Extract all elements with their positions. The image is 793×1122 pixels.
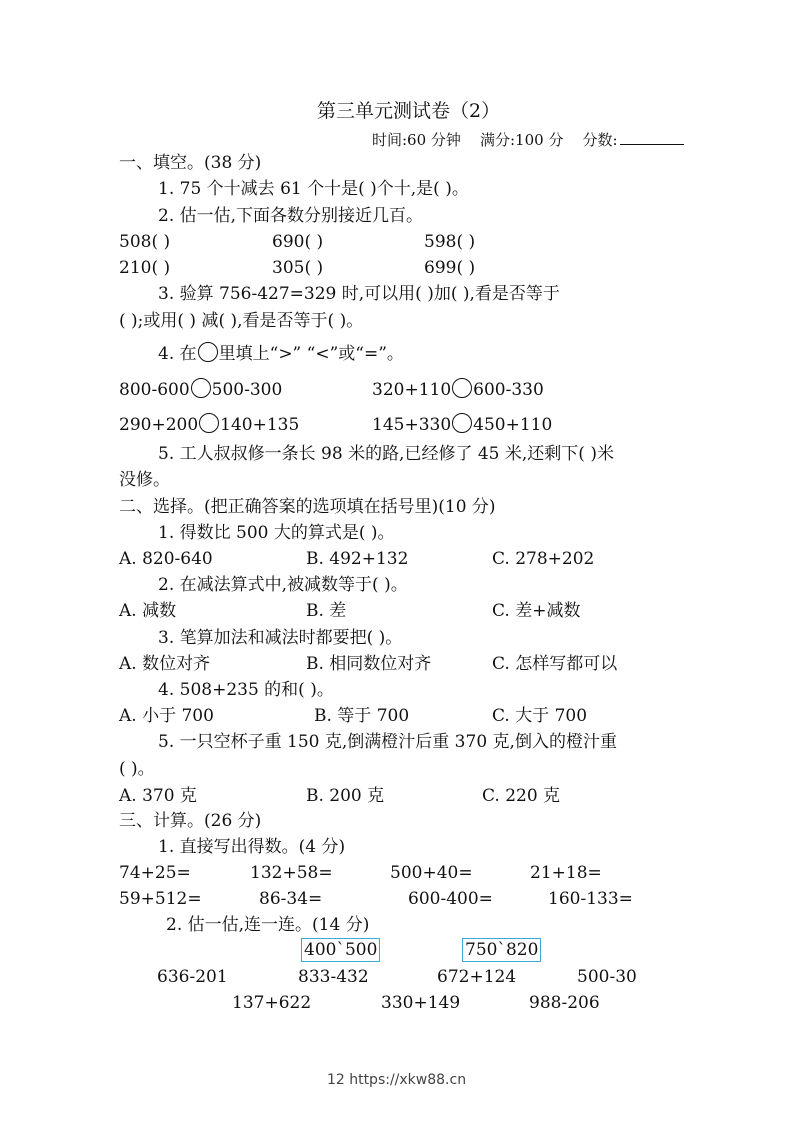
- page-title: 第三单元测试卷（2）: [317, 100, 501, 122]
- compare-left: 800-600: [119, 380, 190, 400]
- s2-question: 2. 在减法算式中,被减数等于( )。: [158, 575, 408, 595]
- calc-item: 74+25=: [119, 863, 191, 883]
- s2-q5-line1: 5. 一只空杯子重 150 克,倒满橙汁后重 370 克,倒入的橙汁重: [158, 732, 617, 752]
- estimate-expr[interactable]: 988-206: [529, 993, 600, 1013]
- s1-q4-pre: 4. 在: [158, 344, 197, 364]
- estimate-expr[interactable]: 636-201: [157, 967, 228, 987]
- s1-q3-line2: ( );或用( ) 减( ),看是否等于( )。: [119, 311, 364, 331]
- score-blank[interactable]: [620, 130, 684, 145]
- option-b[interactable]: B. 相同数位对齐: [306, 654, 432, 674]
- s2-q5-line2: ( )。: [119, 759, 155, 779]
- compare-item: [119, 378, 282, 401]
- compare-left: 290+200: [119, 415, 199, 435]
- s1-q5-line2: 没修。: [119, 470, 170, 490]
- estimate-expr[interactable]: 137+622: [232, 993, 312, 1013]
- s2-question: 1. 得数比 500 大的算式是( )。: [158, 523, 395, 543]
- s1-q2-item: 305( ): [272, 258, 324, 278]
- range-box[interactable]: 750ˋ820: [462, 938, 541, 962]
- page-footer: 12 https://xkw88.cn: [326, 1072, 467, 1088]
- calc-item: 86-34=: [259, 889, 323, 909]
- compare-right: 600-330: [473, 380, 544, 400]
- option-b[interactable]: B. 200 克: [306, 786, 385, 806]
- full-score: 满分:100 分: [480, 131, 564, 149]
- compare-right: 500-300: [211, 380, 283, 400]
- option-b[interactable]: B. 差: [306, 601, 347, 621]
- circle-icon[interactable]: [199, 413, 219, 433]
- compare-item: [372, 413, 552, 436]
- option-c[interactable]: C. 220 克: [482, 786, 561, 806]
- option-a[interactable]: A. 数位对齐: [119, 654, 211, 674]
- s3-q1: 1. 直接写出得数。(4 分): [158, 837, 346, 857]
- s1-q2-item: 508( ): [119, 232, 171, 252]
- section-3-heading: 三、计算。(26 分): [119, 811, 262, 831]
- s2-question: 4. 508+235 的和( )。: [158, 680, 334, 700]
- s1-q2-item: 598( ): [424, 232, 476, 252]
- compare-right: 140+135: [220, 415, 300, 435]
- s1-q4: [158, 342, 404, 365]
- option-b[interactable]: B. 492+132: [306, 549, 409, 569]
- calc-item: 21+18=: [530, 863, 602, 883]
- compare-left: 320+110: [372, 380, 452, 400]
- s3-q2: 2. 估一估,连一连。(14 分): [166, 915, 370, 935]
- s1-q3-line1: 3. 验算 756-427=329 时,可以用( )加( ),看是否等于: [158, 284, 560, 304]
- option-a[interactable]: A. 小于 700: [119, 706, 214, 726]
- s1-q2: 2. 估一估,下面各数分别接近几百。: [158, 206, 424, 226]
- s2-question: 3. 笔算加法和减法时都要把( )。: [158, 628, 403, 648]
- compare-left: 145+330: [372, 415, 452, 435]
- range-box[interactable]: 400ˋ500: [301, 938, 380, 962]
- option-a[interactable]: A. 370 克: [119, 786, 197, 806]
- s1-q4-post: 里填上“>” “<”或“=”。: [218, 344, 404, 364]
- time-limit: 时间:60 分钟: [372, 131, 461, 149]
- s1-q2-item: 699( ): [424, 258, 476, 278]
- option-c[interactable]: C. 差+减数: [492, 601, 581, 621]
- calc-item: 600-400=: [408, 889, 493, 909]
- circle-icon[interactable]: [452, 413, 472, 433]
- option-a[interactable]: A. 820-640: [119, 549, 213, 569]
- s1-q2-item: 210( ): [119, 258, 171, 278]
- calc-item: 160-133=: [548, 889, 633, 909]
- s1-q1: 1. 75 个十减去 61 个十是( )个十,是( )。: [158, 179, 469, 199]
- exam-meta: [372, 129, 684, 151]
- compare-right: 450+110: [473, 415, 553, 435]
- s1-q5-line1: 5. 工人叔叔修一条长 98 米的路,已经修了 45 米,还剩下( )米: [158, 444, 614, 464]
- compare-item: [119, 413, 299, 436]
- score-label: 分数:: [582, 131, 618, 149]
- s1-q2-item: 690( ): [272, 232, 324, 252]
- option-b[interactable]: B. 等于 700: [314, 706, 410, 726]
- option-c[interactable]: C. 278+202: [492, 549, 595, 569]
- calc-item: 59+512=: [119, 889, 202, 909]
- circle-icon[interactable]: [191, 378, 211, 398]
- option-c[interactable]: C. 大于 700: [492, 706, 588, 726]
- option-a[interactable]: A. 减数: [119, 601, 177, 621]
- circle-icon: [198, 342, 218, 362]
- estimate-expr[interactable]: 672+124: [437, 967, 517, 987]
- estimate-expr[interactable]: 330+149: [381, 993, 461, 1013]
- calc-item: 500+40=: [390, 863, 473, 883]
- estimate-expr[interactable]: 500-30: [577, 967, 637, 987]
- calc-item: 132+58=: [250, 863, 333, 883]
- option-c[interactable]: C. 怎样写都可以: [492, 654, 618, 674]
- circle-icon[interactable]: [452, 378, 472, 398]
- estimate-expr[interactable]: 833-432: [298, 967, 369, 987]
- compare-item: [372, 378, 544, 401]
- section-1-heading: 一、填空。(38 分): [119, 153, 262, 173]
- section-2-heading: 二、选择。(把正确答案的选项填在括号里)(10 分): [119, 497, 496, 517]
